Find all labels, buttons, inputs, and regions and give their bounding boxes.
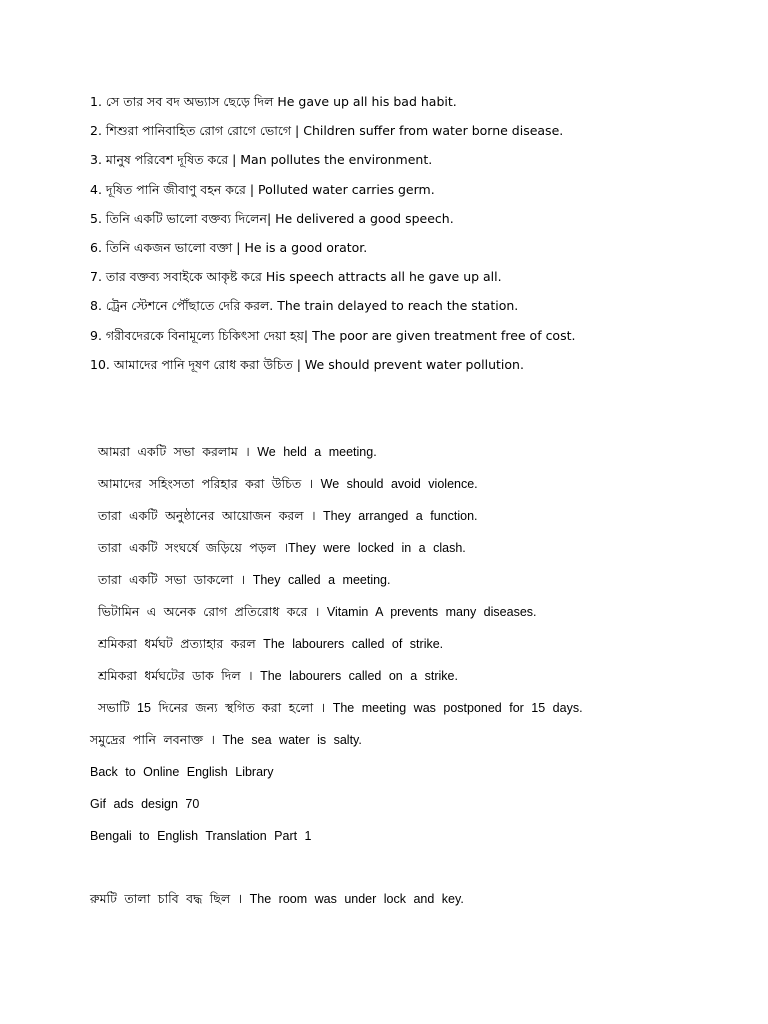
gif-ads-link-text[interactable]: Gif ads design 70 bbox=[90, 797, 200, 811]
bengali-to-english-link-text[interactable]: Bengali to English Translation Part 1 bbox=[90, 829, 312, 843]
list-item: 7. তার বক্তব্য সবাইকে আকৃষ্ট করে His speech attracts all he gave up all. bbox=[90, 269, 502, 285]
list-item: 3. মানুষ পরিবেশ দূষিত করে | Man pollutes the environment. bbox=[90, 152, 433, 168]
sentence-line: সমুদ্রের পানি লবনাক্ত । The sea water is salty. bbox=[90, 733, 362, 747]
sentence-line: তারা একটি অনুষ্ঠানের আয়োজন করল । They arranged a function. bbox=[98, 509, 478, 523]
sentence-line: শ্রমিকরা ধর্মঘট প্রত্যাহার করল The labourers called of strike. bbox=[98, 637, 444, 651]
numbered-translation-list bbox=[90, 92, 730, 384]
list-item: 5. তিনি একটি ভালো বক্তব্য দিলেন| He delivered a good speech. bbox=[90, 210, 454, 226]
sentence-line: তারা একটি সভা ডাকলো । They called a meeting. bbox=[98, 573, 391, 587]
list-item: 2. শিশুরা পানিবাহিত রোগ রোগে ভোগে | Children suffer from water borne disease. bbox=[90, 123, 564, 139]
sentence-line: আমাদের সহিংসতা পরিহার করা উচিত । We should avoid violence. bbox=[98, 477, 478, 491]
list-item: 8. ট্রেন স্টেশনে পৌঁছাতে দেরি করল. The train delayed to reach the station. bbox=[90, 298, 519, 314]
list-item: 4. দূষিত পানি জীবাণু বহন করে | Polluted water carries germ. bbox=[90, 181, 435, 197]
sentence-line: সভাটি 15 দিনের জন্য স্থগিত করা হলো । The meeting was postponed for 15 days. bbox=[98, 701, 583, 715]
sentence-line: তারা একটি সংঘর্ষে জড়িয়ে পড়ল ।They were locked in a clash. bbox=[98, 541, 466, 555]
back-to-library-link[interactable] bbox=[90, 761, 740, 793]
back-to-library-link-text[interactable]: Back to Online English Library bbox=[90, 765, 274, 779]
sentence-line: শ্রমিকরা ধর্মঘটের ডাক দিল । The labourers called on a strike. bbox=[98, 669, 458, 683]
list-item: 1. সে তার সব বদ অভ্যাস ছেড়ে দিল He gave up all his bad habit. bbox=[90, 94, 457, 109]
bengali-to-english-link[interactable] bbox=[90, 825, 740, 857]
list-item: 10. আমাদের পানি দূষণ রোধ করা উচিত | We should prevent water pollution. bbox=[90, 356, 524, 372]
sentence-line: ভিটামিন এ অনেক রোগ প্রতিরোধ করে । Vitamin A prevents many diseases. bbox=[98, 605, 537, 619]
gif-ads-link[interactable] bbox=[90, 793, 740, 825]
sentence-line: আমরা একটি সভা করলাম । We held a meeting. bbox=[98, 445, 377, 459]
list-item: 9. গরীবদেরকে বিনামূল্যে চিকিৎসা দেয়া হয়| The poor are given treatment free of cost. bbox=[90, 327, 576, 343]
last-sentence: রুমটি তালা চাবি বদ্ধ ছিল । The room was under lock and key. bbox=[90, 892, 464, 906]
translation-sentences bbox=[90, 441, 740, 857]
list-item: 6. তিনি একজন ভালো বক্তা | He is a good orator. bbox=[90, 239, 368, 255]
